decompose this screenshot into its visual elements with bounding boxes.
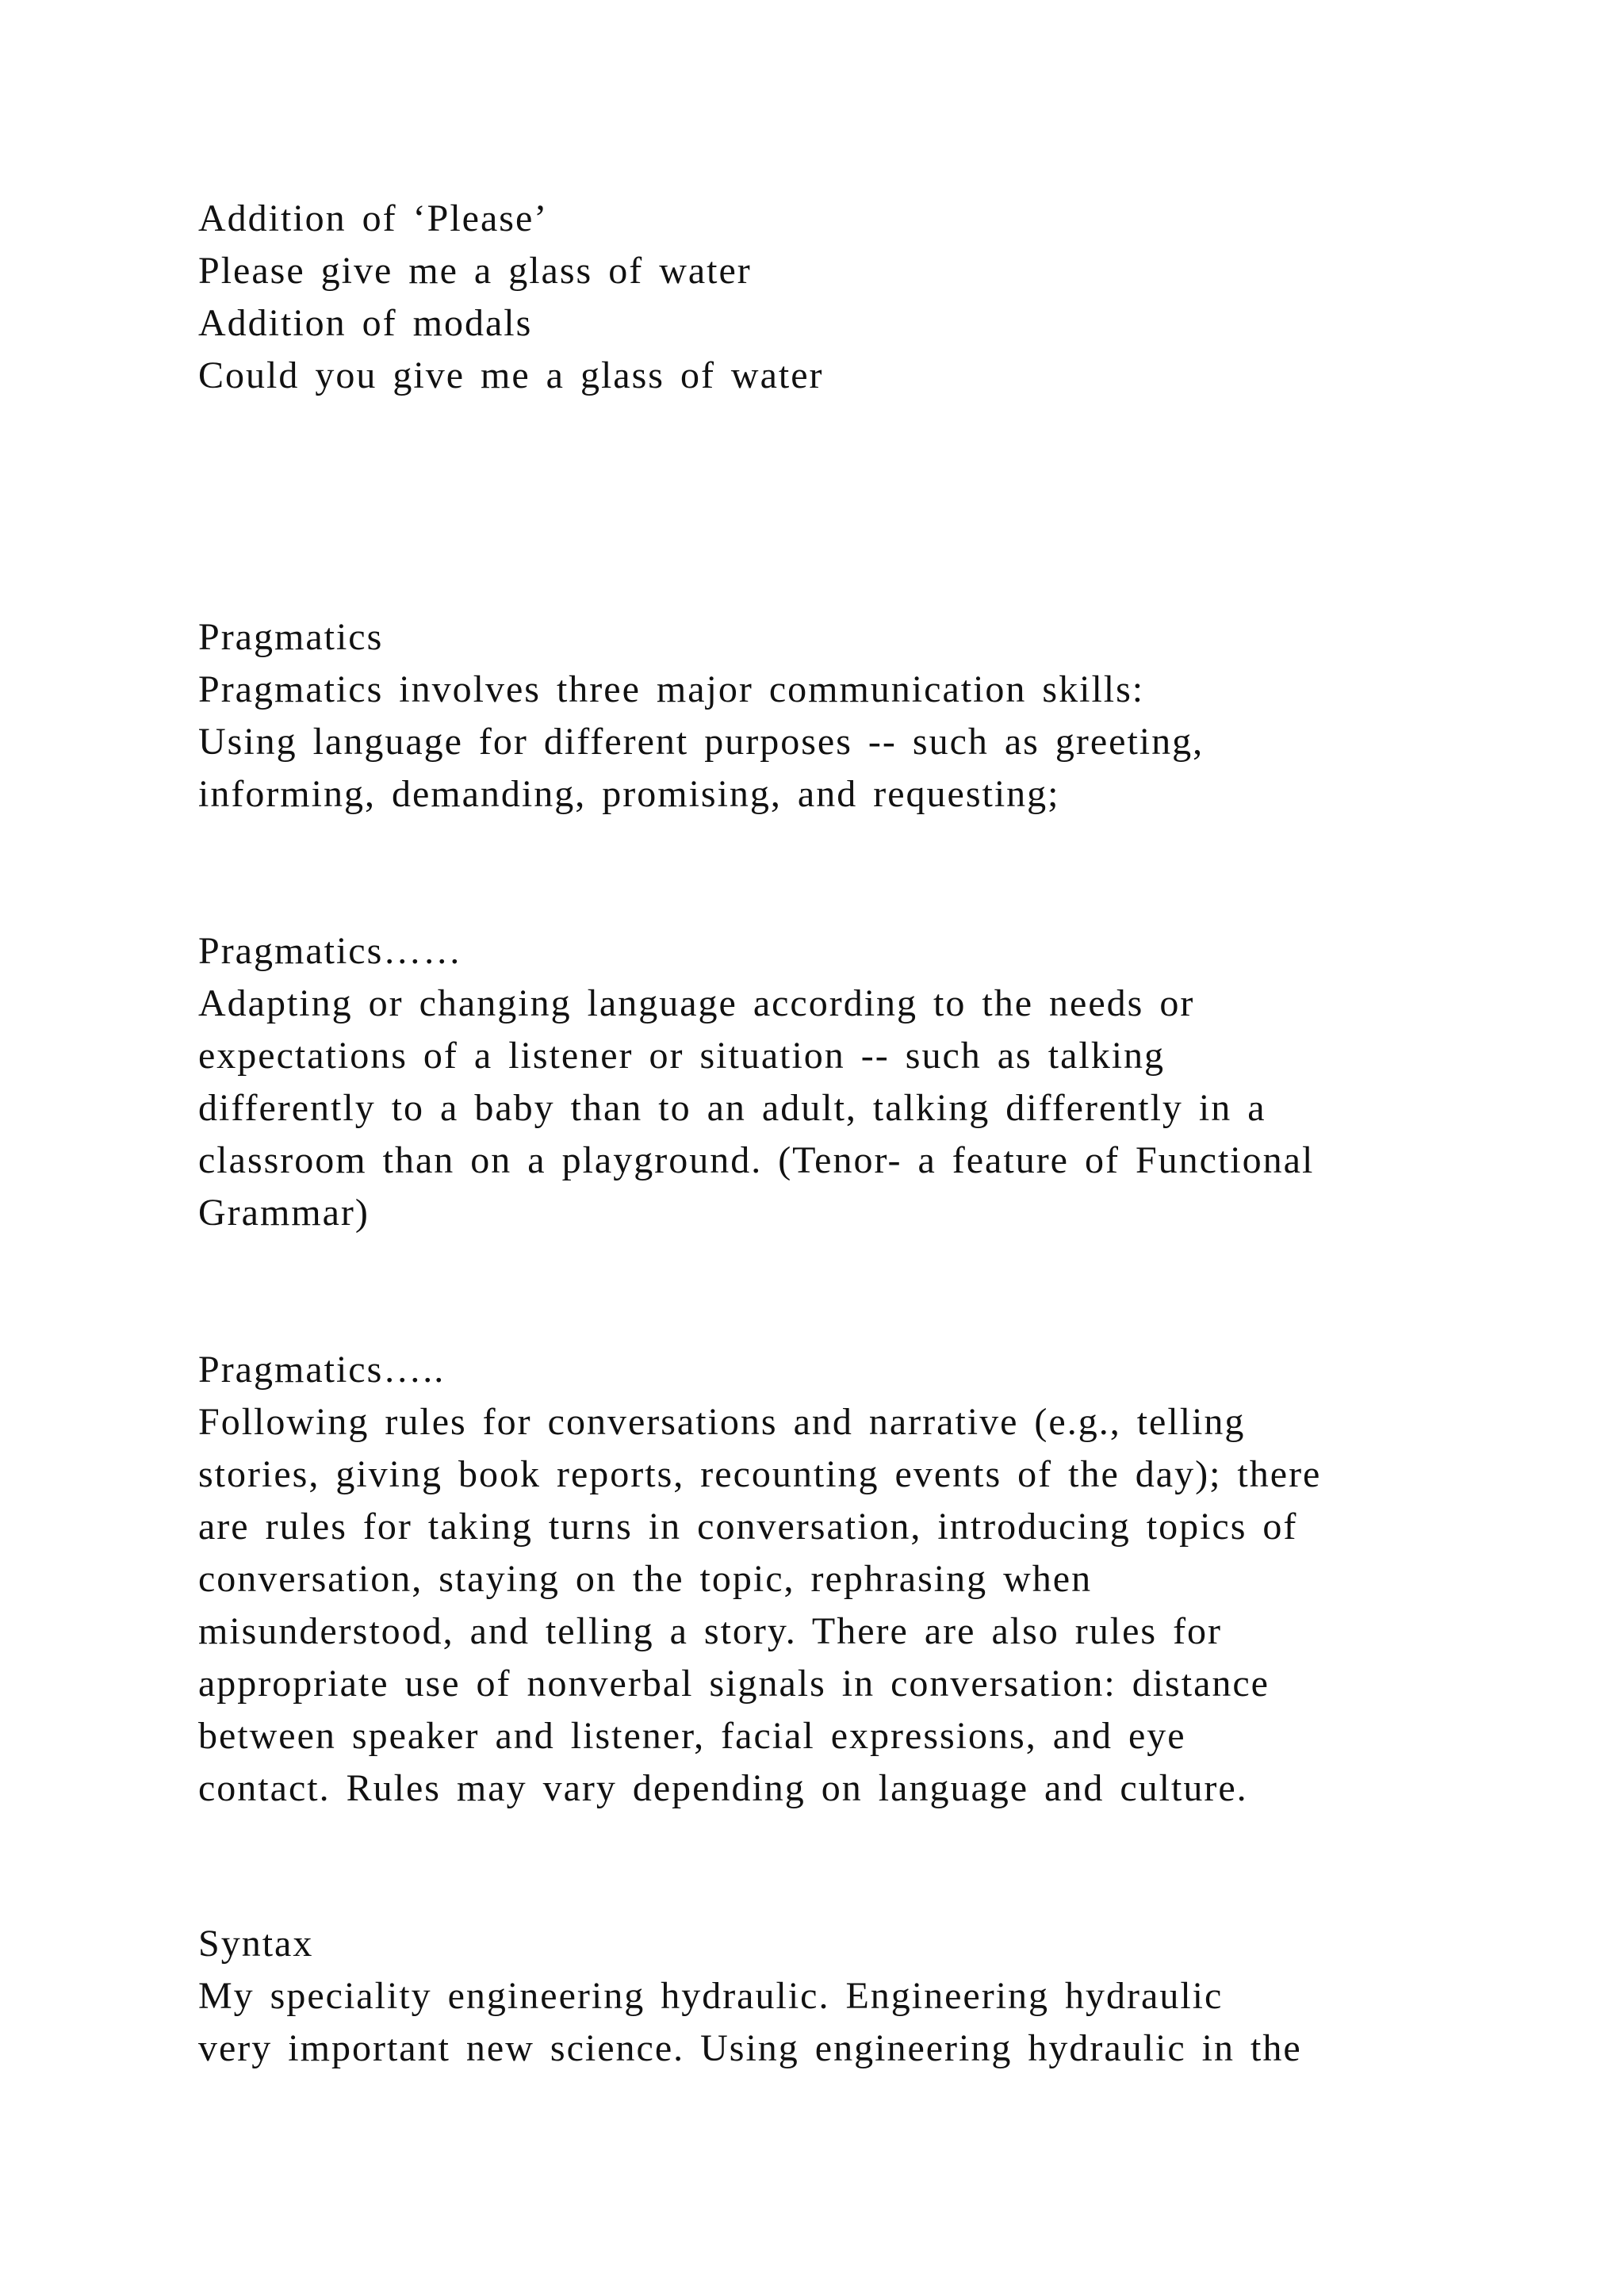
text-line: contact. Rules may vary depending on language and culture. — [198, 1767, 1248, 1809]
text-line: Addition of ‘Please’ — [198, 197, 549, 239]
text-line: informing, demanding, promising, and requesting; — [198, 773, 1060, 815]
section-heading: Pragmatics — [198, 616, 384, 658]
text-line: appropriate use of nonverbal signals in conversation: distance — [198, 1663, 1270, 1705]
text-line: between speaker and listener, facial expressions, and eye — [198, 1715, 1186, 1757]
section-heading: Syntax — [198, 1923, 314, 1965]
text-line: Using language for different purposes -- such as greeting, — [198, 721, 1205, 763]
text-line: are rules for taking turns in conversation, introducing topics of — [198, 1506, 1298, 1548]
text-line: very important new science. Using engineering hydraulic in the — [198, 2027, 1302, 2069]
text-line: conversation, staying on the topic, rephrasing when — [198, 1558, 1093, 1600]
text-line: Adapting or changing language according to the needs or — [198, 982, 1195, 1024]
text-line: My speciality engineering hydraulic. Engineering hydraulic — [198, 1975, 1224, 2017]
text-line: Pragmatics involves three major communication skills: — [198, 668, 1145, 710]
text-line: differently to a baby than to an adult, talking differently in a — [198, 1087, 1266, 1129]
section-heading: Pragmatics….. — [198, 1349, 446, 1391]
text-line: Please give me a glass of water — [198, 250, 752, 292]
text-line: Addition of modals — [198, 302, 533, 344]
text-line: classroom than on a playground. (Tenor- a feature of Functional — [198, 1139, 1315, 1181]
text-line: Could you give me a glass of water — [198, 354, 824, 396]
section-heading: Pragmatics…… — [198, 930, 463, 972]
text-line: expectations of a listener or situation -- such as talking — [198, 1035, 1166, 1077]
text-line: Following rules for conversations and narrative (e.g., telling — [198, 1401, 1246, 1443]
text-line: stories, giving book reports, recounting events of the day); there — [198, 1453, 1322, 1495]
text-line: Grammar) — [198, 1192, 370, 1234]
text-line: misunderstood, and telling a story. There are also rules for — [198, 1610, 1223, 1652]
